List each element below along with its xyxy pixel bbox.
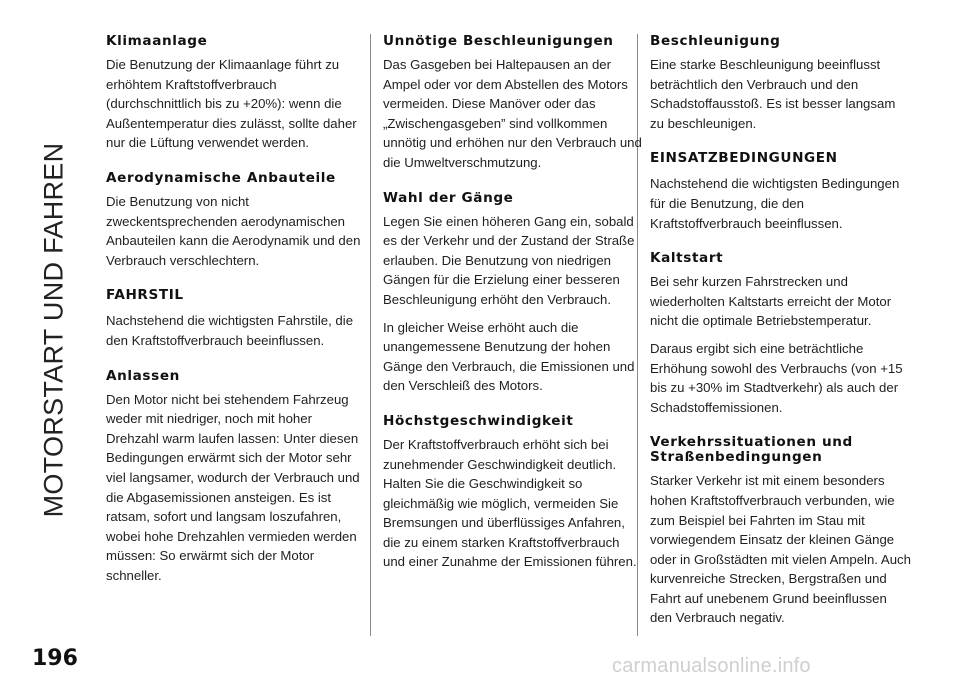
watermark: carmanualsonline.info [612,655,811,677]
column-divider [370,34,371,636]
column-3 [650,34,912,636]
column-1 [106,34,368,593]
section-heading-einsatzbedingungen: EINSATZBEDINGUNGEN [650,150,838,167]
heading-hoechstgeschwindigkeit: Höchstgeschwindigkeit [383,412,574,429]
paragraph: Legen Sie einen höheren Gang ein, sobald es der Verkehr und der Zustand der Straße erlauben. Die Benutzung von niedrigen Gängen für die Erzielung einer besseren Beschleunigung erhöht den Verbrauch. [383,213,635,307]
heading-anlassen: Anlassen [106,367,180,384]
heading-verkehrssituationen: Verkehrssituationen und Straßenbedingungen [650,434,853,466]
paragraph: Daraus ergibt sich eine beträchtliche Erhöhung sowohl des Verbrauchs (von +15 bis zu +30% im Stadtverkehr) als auch der Schadstoffemissionen. [650,340,903,415]
paragraph: In gleicher Weise erhöht auch die unangemessene Benutzung der hohen Gänge den Verbrauch, die Emissionen und den Verschleiß des Motors. [383,319,635,394]
heading-aerodynamische-anbauteile: Aerodynamische Anbauteile [106,169,336,186]
paragraph: Die Benutzung von nicht zweckentsprechenden aerodynamischen Anbauteilen kann die Aerodynamik und den Verbrauch verschlechtern. [106,193,361,268]
heading-kaltstart: Kaltstart [650,250,724,267]
paragraph: Der Kraftstoffverbrauch erhöht sich bei zunehmender Geschwindigkeit deutlich. Halten Sie die Geschwindigkeit so gleichmäßig wie möglich, vermeiden Sie Bremsungen und überflüssiges Anfahren, die zu einem starken Kraftstoffverbrauch und einer Zunahme der Emissionen führen. [383,436,637,570]
column-2 [383,34,645,580]
paragraph: Den Motor nicht bei stehendem Fahrzeug weder mit niedriger, noch mit hoher Drehzahl warm laufen lassen: Unter diesen Bedingungen erwärmt sich der Motor sehr viel langsamer, wodurch der Verbrauch und die Abgasemissionen ansteigen. Es ist ratsam, sofort und langsam loszufahren, wobei hohe Drehzahlen vermieden werden müssen: So erwärmt sich der Motor schneller. [106,391,360,583]
paragraph: Starker Verkehr ist mit einem besonders hohen Kraftstoffverbrauch verbunden, wie zum Beispiel bei Fahrten im Stau mit vorwiegendem Einsatz der kleinen Gänge oder in Großstädten mit vielen Ampeln. Auch kurvenreiche Strecken, Bergstraßen und Fahrt auf unebenem Grund beeinflussen den Verbrauch negativ. [650,473,911,626]
heading-beschleunigung: Beschleunigung [650,33,781,49]
paragraph: Nachstehend die wichtigsten Bedingungen für die Benutzung, die den Kraftstoffverbrauch beeinflussen. [650,176,900,231]
section-heading-fahrstil: FAHRSTIL [106,287,184,304]
page-number: 196 [32,646,78,671]
heading-klimaanlage: Klimaanlage [106,33,208,49]
heading-unnoetige-beschleunigungen: Unnötige Beschleunigungen [383,33,614,49]
paragraph: Bei sehr kurzen Fahrstrecken und wiederholten Kaltstarts erreicht der Motor nicht die optimale Betriebstemperatur. [650,274,892,329]
paragraph: Eine starke Beschleunigung beeinflusst beträchtlich den Verbrauch und den Schadstoffausstoß. Es ist besser langsam zu beschleunigen. [650,57,896,131]
paragraph: Nachstehend die wichtigsten Fahrstile, die den Kraftstoffverbrauch beeinflussen. [106,313,354,348]
paragraph: Das Gasgeben bei Haltepausen an der Ampel oder vor dem Abstellen des Motors vermeiden. Diese Manöver oder das „Zwischengasgeben” sind vollkommen unnötig und erhöhen nur den Verbrauch und die Umweltverschmutzung. [383,57,642,170]
heading-wahl-der-gaenge: Wahl der Gänge [383,189,514,206]
paragraph: Die Benutzung der Klimaanlage führt zu erhöhtem Kraftstoffverbrauch (durchschnittlich bis zu +20%): wenn die Außentemperatur dies zulässt, sollte daher nur die Lüftung verwendet werden. [106,57,357,151]
chapter-side-title: MOTORSTART UND FAHREN [38,142,69,518]
